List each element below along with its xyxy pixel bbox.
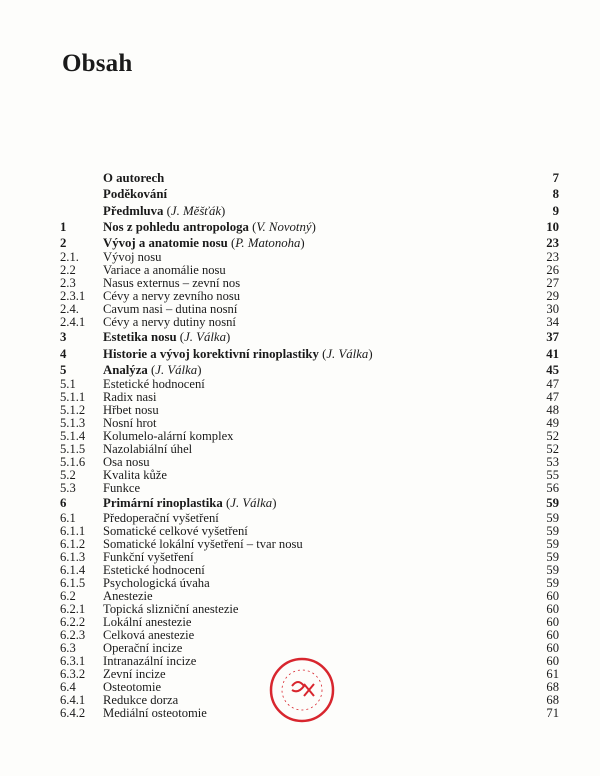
paren: ): [300, 236, 305, 251]
entry-title-wrap: [103, 219, 519, 235]
entry-number: 5.1.2: [60, 403, 86, 418]
entry-title-wrap: [103, 378, 519, 391]
entry-title-wrap: [103, 170, 519, 186]
entry-number: 5.2: [60, 468, 76, 483]
paren: (: [222, 496, 231, 511]
entry-number: 5.1.1: [60, 390, 86, 405]
entry-number: 6.2: [60, 588, 76, 603]
entry-title: Somatické celkové vyšetření: [103, 523, 248, 538]
entry-page: 48: [546, 403, 559, 418]
entry-title: Intranazální incize: [103, 653, 197, 668]
entry-title: Předmluva: [103, 203, 164, 218]
entry-title: Estetika nosu: [103, 330, 177, 345]
paren: (: [147, 363, 156, 378]
entry-page: 8: [552, 187, 559, 202]
entry-page: 9: [552, 203, 559, 218]
entry-title: Historie a vývoj korektivní rinoplastiky: [103, 346, 319, 361]
toc-entry: [60, 329, 559, 345]
paren: ): [197, 363, 202, 378]
entry-number: 4: [60, 346, 67, 361]
entry-number: 2.3: [60, 276, 76, 291]
entry-title: Nos z pohledu antropologa: [103, 219, 249, 234]
entry-page: 41: [546, 346, 559, 361]
entry-author: J. Válka: [326, 346, 369, 361]
entry-author: P. Matonoha: [235, 236, 301, 251]
entry-author: J. Měšťák: [170, 203, 222, 218]
entry-author: J. Válka: [184, 330, 227, 345]
entry-number: 6.3.2: [60, 666, 86, 681]
paren: ): [311, 219, 316, 234]
entry-number: 5.1.4: [60, 429, 86, 444]
entry-title: Celková anestezie: [103, 627, 195, 642]
entry-page: 52: [546, 442, 559, 457]
entry-page: 68: [546, 679, 559, 694]
toc-entry: [60, 170, 559, 186]
paren: (: [176, 330, 185, 345]
entry-number: 6.4.1: [60, 692, 86, 707]
entry-title: Poděkování: [103, 187, 167, 202]
entry-page: 47: [546, 377, 559, 392]
entry-title-wrap: [103, 495, 519, 511]
entry-title-wrap: [103, 362, 519, 378]
toc-entry: [60, 482, 559, 495]
entry-page: 23: [546, 250, 559, 265]
entry-title: Kolumelo-alární komplex: [103, 429, 234, 444]
entry-page: 37: [546, 330, 559, 345]
entry-title: Kvalita kůže: [103, 468, 167, 483]
toc-entry: [60, 316, 559, 329]
entry-number: 3: [60, 330, 67, 345]
entry-title-wrap: [103, 316, 519, 329]
entry-title: Nosní hrot: [103, 416, 157, 431]
entry-page: 60: [546, 627, 559, 642]
entry-page: 59: [546, 562, 559, 577]
entry-page: 29: [546, 289, 559, 304]
entry-title: Osa nosu: [103, 455, 150, 470]
entry-title: Vývoj nosu: [103, 250, 162, 265]
entry-number: 6.3.1: [60, 653, 86, 668]
entry-page: 47: [546, 390, 559, 405]
entry-title: Cévy a nervy zevního nosu: [103, 289, 241, 304]
entry-number: 5.1: [60, 377, 76, 392]
entry-number: 2.4.1: [60, 315, 86, 330]
entry-page: 68: [546, 692, 559, 707]
entry-title: Lokální anestezie: [103, 614, 192, 629]
paren: (: [227, 236, 236, 251]
entry-title: Primární rinoplastika: [103, 496, 223, 511]
toc-entry: [60, 219, 559, 235]
table-of-contents: [60, 170, 559, 720]
toc-entry: [60, 346, 559, 362]
entry-page: 59: [546, 510, 559, 525]
entry-page: 60: [546, 588, 559, 603]
entry-title-wrap: [103, 443, 519, 456]
entry-number: 5.3: [60, 481, 76, 496]
entry-page: 10: [546, 219, 559, 234]
entry-number: 6.2.2: [60, 614, 86, 629]
paren: ): [368, 346, 373, 361]
entry-title-wrap: [103, 346, 519, 362]
entry-number: 5: [60, 363, 67, 378]
entry-page: 60: [546, 640, 559, 655]
entry-page: 59: [546, 575, 559, 590]
entry-title-wrap: [103, 577, 519, 590]
entry-number: 5.1.5: [60, 442, 86, 457]
toc-entry: [60, 495, 559, 511]
entry-number: 6.1: [60, 510, 76, 525]
entry-number: 2.2: [60, 263, 76, 278]
entry-title: Radix nasi: [103, 390, 157, 405]
entry-number: 2.1.: [60, 250, 79, 265]
entry-page: 52: [546, 429, 559, 444]
entry-page: 7: [552, 171, 559, 185]
entry-page: 49: [546, 416, 559, 431]
entry-page: 60: [546, 614, 559, 629]
entry-page: 71: [546, 705, 559, 720]
entry-title-wrap: [103, 186, 519, 202]
entry-title: Somatické lokální vyšetření – tvar nosu: [103, 536, 303, 551]
entry-number: 6.1.2: [60, 536, 86, 551]
entry-title: Osteotomie: [103, 679, 162, 694]
entry-number: 6.3: [60, 640, 76, 655]
entry-title: O autorech: [103, 171, 165, 185]
entry-title: Nasus externus – zevní nos: [103, 276, 241, 291]
entry-number: 2.3.1: [60, 289, 86, 304]
entry-title: Redukce dorza: [103, 692, 179, 707]
entry-title: Estetické hodnocení: [103, 562, 205, 577]
entry-title-wrap: [103, 469, 519, 482]
entry-author: J. Válka: [230, 496, 273, 511]
entry-number: 6.1.5: [60, 575, 86, 590]
entry-title-wrap: [103, 203, 519, 219]
entry-page: 59: [546, 496, 559, 511]
entry-title-wrap: [103, 482, 519, 495]
paren: ): [272, 496, 277, 511]
entry-title-wrap: [103, 235, 519, 251]
entry-title: Psychologická úvaha: [103, 575, 210, 590]
entry-page: 59: [546, 523, 559, 538]
entry-number: 6.2.3: [60, 627, 86, 642]
entry-title: Předoperační vyšetření: [103, 510, 219, 525]
entry-page: 60: [546, 601, 559, 616]
entry-number: 6: [60, 496, 67, 511]
entry-page: 56: [546, 481, 559, 496]
entry-title: Variace a anomálie nosu: [103, 263, 226, 278]
entry-number: 1: [60, 219, 67, 234]
toc-entry: [60, 203, 559, 219]
entry-page: 60: [546, 653, 559, 668]
entry-title: Cévy a nervy dutiny nosní: [103, 315, 236, 330]
toc-entry: [60, 186, 559, 202]
entry-title: Funkční vyšetření: [103, 549, 194, 564]
entry-number: 2: [60, 236, 67, 251]
entry-page: 34: [546, 315, 559, 330]
entry-title: Operační incize: [103, 640, 183, 655]
entry-title: Hřbet nosu: [103, 403, 159, 418]
entry-page: 45: [546, 363, 559, 378]
entry-title: Cavum nasi – dutina nosní: [103, 302, 238, 317]
paren: ): [226, 330, 231, 345]
entry-number: 6.2.1: [60, 601, 86, 616]
entry-number: 6.4.2: [60, 705, 86, 720]
entry-title: Zevní incize: [103, 666, 166, 681]
entry-title: Funkce: [103, 481, 141, 496]
entry-title: Analýza: [103, 363, 148, 378]
page-title: Obsah: [62, 50, 133, 77]
toc-entry: [60, 235, 559, 251]
entry-number: 2.4.: [60, 302, 79, 317]
paren: ): [221, 203, 226, 218]
entry-title: Mediální osteotomie: [103, 705, 207, 720]
toc-entry: [60, 362, 559, 378]
entry-number: 6.1.4: [60, 562, 86, 577]
entry-page: 59: [546, 549, 559, 564]
entry-title: Anestezie: [103, 588, 153, 603]
entry-page: 59: [546, 536, 559, 551]
entry-title-wrap: [103, 391, 519, 404]
paren: (: [248, 219, 257, 234]
entry-title: Estetické hodnocení: [103, 377, 205, 392]
entry-number: 5.1.6: [60, 455, 86, 470]
library-stamp: [268, 656, 336, 724]
entry-title-wrap: [103, 404, 519, 417]
paren: (: [318, 346, 327, 361]
entry-number: 6.4: [60, 679, 76, 694]
entry-number: 5.1.3: [60, 416, 86, 431]
entry-page: 26: [546, 263, 559, 278]
entry-title-wrap: [103, 329, 519, 345]
entry-page: 27: [546, 276, 559, 291]
entry-page: 30: [546, 302, 559, 317]
entry-author: J. Válka: [155, 363, 198, 378]
entry-author: V. Novotný: [256, 219, 312, 234]
entry-page: 55: [546, 468, 559, 483]
entry-title: Vývoj a anatomie nosu: [103, 236, 228, 251]
entry-page: 23: [546, 236, 559, 251]
paren: (: [163, 203, 171, 218]
entry-number: 6.1.3: [60, 549, 86, 564]
entry-page: 61: [546, 666, 559, 681]
entry-number: 6.1.1: [60, 523, 86, 538]
entry-title: Nazolabiální úhel: [103, 442, 193, 457]
entry-title: Topická slizniční anestezie: [103, 601, 239, 616]
entry-page: 53: [546, 455, 559, 470]
